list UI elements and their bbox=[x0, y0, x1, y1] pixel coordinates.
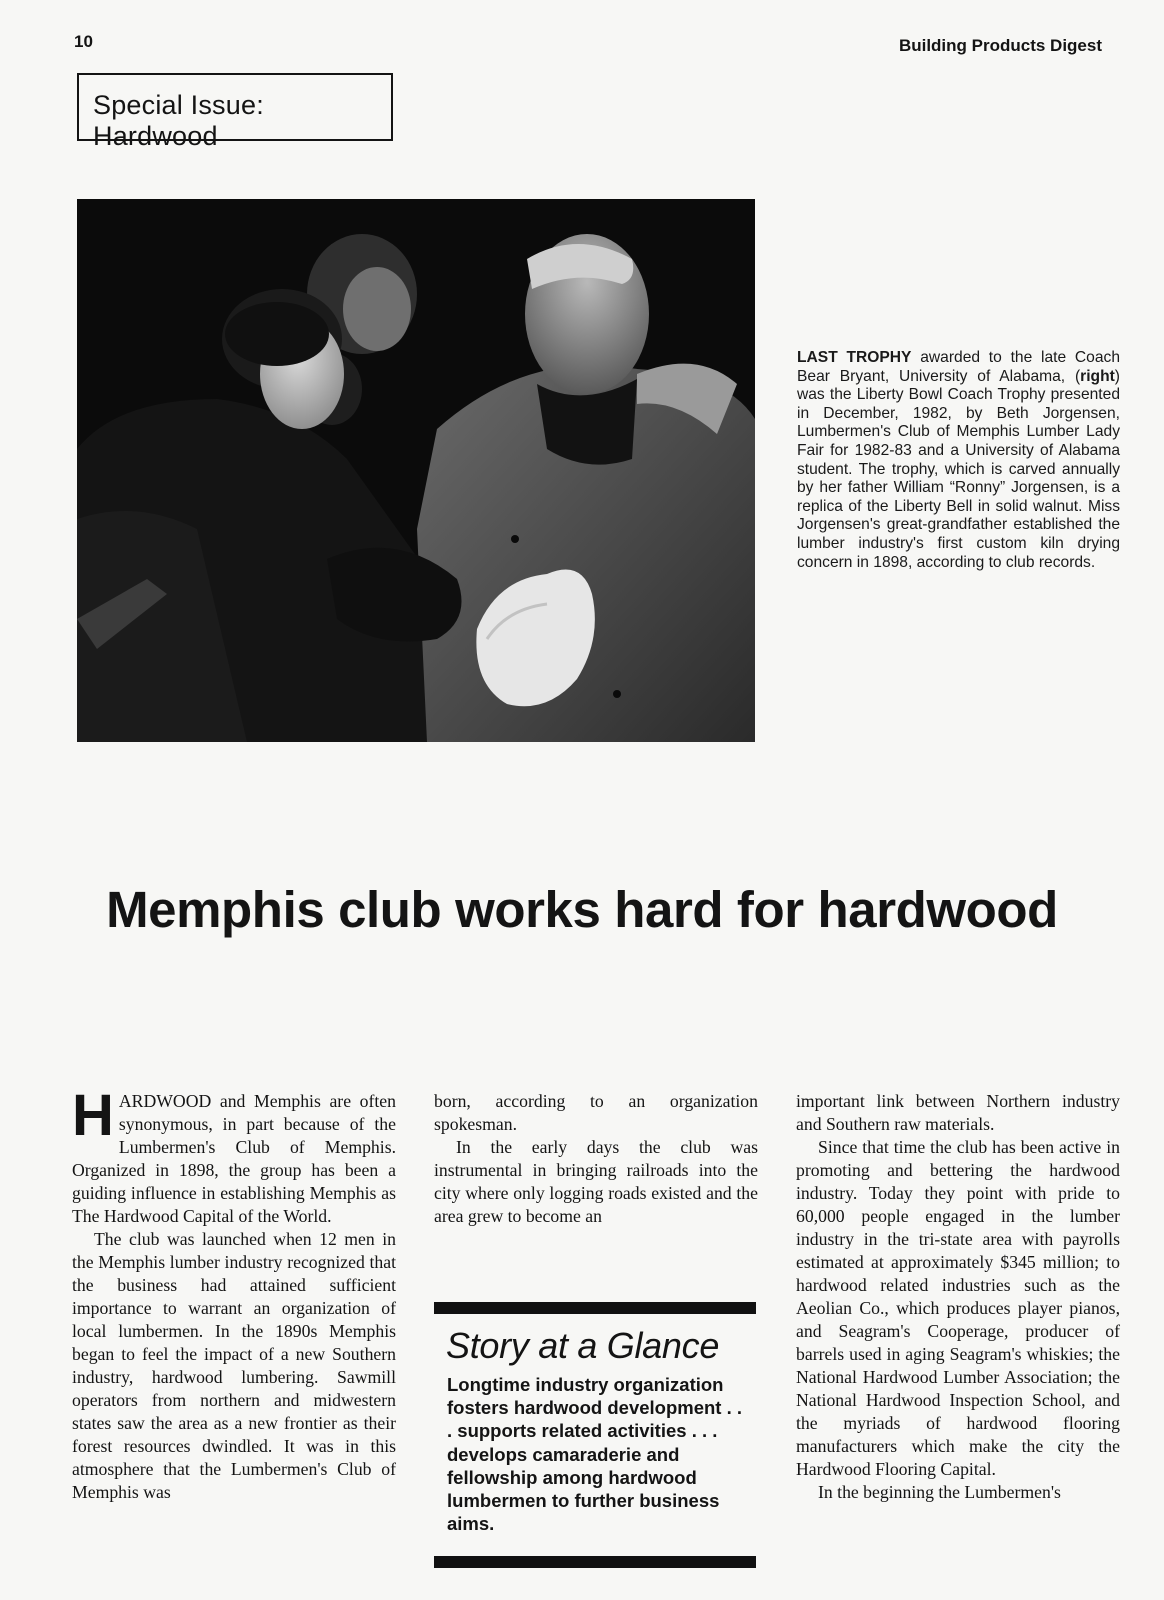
caption-lead: LAST TROPHY bbox=[797, 349, 912, 366]
section-label-box bbox=[77, 73, 393, 151]
sidebar-title: Story at a Glance bbox=[446, 1325, 720, 1366]
caption-right: right bbox=[1080, 367, 1115, 385]
article-paragraph: In the early days the club was instrumental in bringing railroads into the city where only logging roads existed and the area grew to become an bbox=[434, 1137, 758, 1226]
trophy-photo bbox=[77, 199, 755, 742]
article-column-3 bbox=[796, 1090, 1120, 1504]
caption-text-2: ) was the Liberty Bowl Coach Trophy presented in December, 1982, by Beth Jorgensen, Lumbermen's Club of Memphis Lumber Lady Fair for 1982-83 and a University of Alabama student. The trophy, which is carved annually by her father William “Ronny” Jorgensen, is a replica of the Liberty Bell in solid walnut. Miss Jorgensen's great-grandfather established the lumber industry's first custom kiln drying concern in 1898, according to club records. bbox=[797, 367, 1120, 571]
sidebar-top-rule bbox=[434, 1302, 756, 1314]
sidebar-body: Longtime industry organization fosters hardwood development . . . supports related activities . . . develops camaraderie and fellowship among hardwood lumbermen to further business aims. bbox=[447, 1374, 743, 1535]
photo-caption bbox=[797, 349, 1120, 572]
article-paragraph: Since that time the club has been active in promoting and bettering the hardwood industry. Today they point with pride to 60,000 people engaged in the lumber industry in the tri-state area with payrolls estimated at approximately $345 million; to hardwood related industries such as the Aeolian Co., which produces player pianos, and Seagram's Cooperage, producer of barrels used in aging Seagram's whiskies; the National Hardwood Lumber Association; the National Hardwood Inspection School, and the myriads of hardwood flooring manufacturers which make the city the Hardwood Flooring Capital. bbox=[796, 1137, 1120, 1479]
article-paragraph: born, according to an organization spokesman. bbox=[434, 1091, 758, 1134]
article-paragraph: important link between Northern industry and Southern raw materials. bbox=[796, 1091, 1120, 1134]
article-column-2 bbox=[434, 1090, 758, 1228]
caption-text: awarded to the late Coach Bear Bryant, University of Alabama, ( bbox=[797, 349, 1120, 385]
article-paragraph: In the beginning the Lumbermen's bbox=[818, 1482, 1061, 1502]
photo-illustration bbox=[77, 199, 755, 742]
article-column-1 bbox=[72, 1083, 396, 1504]
article-paragraph bbox=[72, 1083, 396, 1228]
article-paragraph: The club was launched when 12 men in the Memphis lumber industry recognized that the business had attained sufficient importance to warrant an organization of local lumbermen. In the 1890s Memphis began to feel the impact of a new Southern industry, hardwood lumbering. Sawmill operators from northern and midwestern states saw the area as a new frontier as their forest resources dwindled. It was in this atmosphere that the Lumbermen's Club of Memphis was bbox=[72, 1229, 396, 1502]
section-label: Special Issue: Hardwood bbox=[93, 90, 264, 151]
page-number: 10 bbox=[74, 32, 93, 51]
article-headline: Memphis club works hard for hardwood bbox=[106, 881, 1058, 938]
publication-title: Building Products Digest bbox=[898, 36, 1102, 55]
paragraph-text: ARDWOOD and Memphis are often synonymous, in part because of the Lumbermen's Club of Memphis. Organized in 1898, the group has been a guiding influence in establishing Memphis as The Hardwood Capital of the World. bbox=[72, 1091, 396, 1226]
drop-cap: H bbox=[72, 1083, 114, 1148]
sidebar-bottom-rule bbox=[434, 1556, 756, 1568]
